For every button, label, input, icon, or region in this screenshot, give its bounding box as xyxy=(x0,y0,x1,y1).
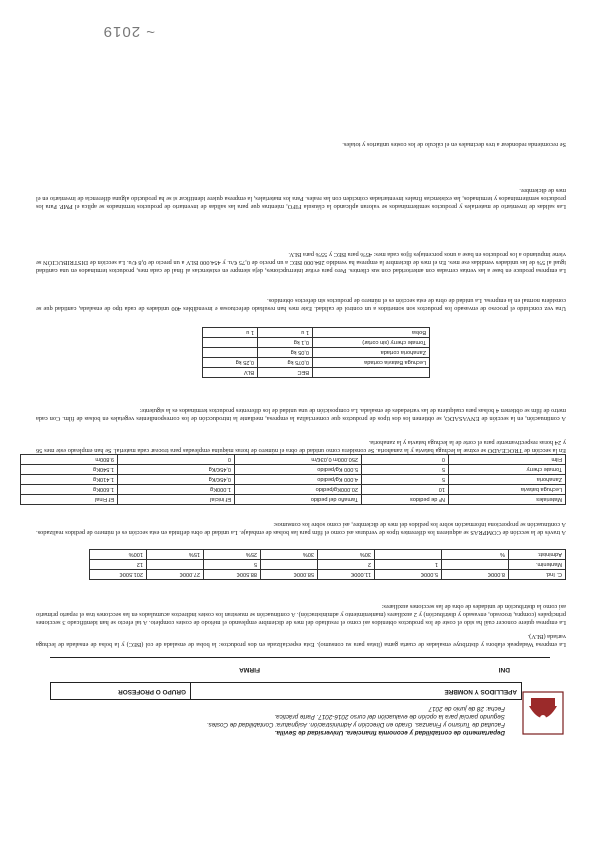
table-row xyxy=(21,475,566,485)
method-paragraph: La empresa quiere conocer cuál ha sido el coste de los productos obtenidos así como el resultado del mes de diciembre empleando el método de costes completo. A tal efecto se han identificado 3 secciones principales (compra, troceado, envasado y distribución) y 2 auxiliares (mantenimiento y administración). A continuación se muestran los costes indirectos acumulados en las secciones tras el reparto primario así como la distribución de unidades de obra de las secciones auxiliares: xyxy=(36,602,566,626)
table-cell: 4.000 Kg/pedido xyxy=(235,475,362,485)
table-header-cell: Materiales xyxy=(449,495,566,505)
sections-cost-row xyxy=(90,570,566,580)
signature-row xyxy=(50,657,550,682)
table-cell: 9.800m xyxy=(21,455,118,465)
table-cell: 15% xyxy=(147,550,204,560)
table-cell: 11.000€ xyxy=(318,570,375,580)
table-header-cell: Ef inicial xyxy=(118,495,235,505)
table-row xyxy=(21,455,566,465)
table-cell: 0,45€/Kg xyxy=(118,475,235,485)
scan-handwritten-mark: ~ 2019 xyxy=(102,23,155,40)
table-cell xyxy=(147,560,204,570)
table-header-cell xyxy=(313,368,430,378)
table-cell: Lechuga batavia xyxy=(449,485,566,495)
group-label: GRUPO O PROFESOR xyxy=(51,683,191,699)
table-cell: 100% xyxy=(90,550,147,560)
faculty-line: Facultad de Turismo y Finanzas. Grado en Dirección y Administración. Asignatura: Contabilidad de Costes. xyxy=(206,721,505,728)
table-cell: 30% xyxy=(318,550,375,560)
table-cell: 0,25 kg xyxy=(203,358,258,368)
table-cell: Bolsa xyxy=(313,328,430,338)
table-cell: 250.000m 0,03€/m xyxy=(235,455,362,465)
table-cell xyxy=(261,560,318,570)
table-cell: 58.000€ xyxy=(261,570,318,580)
table-row xyxy=(203,328,430,338)
table-row xyxy=(21,485,566,495)
table-cell: 5 xyxy=(204,560,261,570)
date-line: Fecha: 28 de junio de 2017 xyxy=(428,705,505,712)
sections-maint-row xyxy=(90,560,566,570)
table-row xyxy=(21,465,566,475)
table-cell: 1.000Kg xyxy=(118,485,235,495)
course-header xyxy=(205,704,505,736)
table-cell: 5.000 Kg/pedido xyxy=(235,465,362,475)
table-cell: 88.500€ xyxy=(204,570,261,580)
table-cell: 1 u xyxy=(203,328,258,338)
table-cell: Tomate cherry (sin cortar) xyxy=(313,338,430,348)
table-cell: 5 xyxy=(362,475,449,485)
inventory-paragraph: Las salidas de inventario de materiales y productos semiterminados se valoran aplicando la cláusula FIFO, mientras que para las salidas de inventario de productos terminados se aplica el PMP. Para los productos semiterminados y terminados, las existencias finales inventariadas coinciden con las reales. Para los materiales, la empresa quiere identificar si se ha producido alguna diferencia de inventario en el mes de diciembre. xyxy=(36,186,566,210)
table-cell: 1 u xyxy=(258,328,313,338)
table-row xyxy=(203,348,430,358)
table-header-cell: Ef Final xyxy=(21,495,118,505)
table-cell: Zanahoria cortada xyxy=(313,348,430,358)
table-cell: Mantenim. xyxy=(509,560,566,570)
table-cell: Tomate cherry xyxy=(449,465,566,475)
table-cell: 1.600Kg xyxy=(21,485,118,495)
table-cell xyxy=(442,560,509,570)
purchasing-paragraph: A través de la sección de COMPRAS se adquieren los diferentes tipos de verduras así como el film para las bolsas de embalaje. La unidad de obra definida en esta sección es el número de pedidos realizados. A continuación se proporciona información sobre los pedidos del mes de diciembre, así como sobre los consumos: xyxy=(36,520,566,536)
table-cell: Zanahoria xyxy=(449,475,566,485)
sales-paragraph: La empresa produce en base a las ventas cerradas con anterioridad con sus clientes. Pero para evitar interrupciones, deja siempre en existencias al final de cada mes, productos terminados en una cantidad igual al 5% de las unidades vendidas ese mes. En el mes de diciembre la empresa ha vendido 284.000 BEC a un precio de 0,75 €/u. y 454.000 BLV a un precio de 0,8 €/u. La sección de DISTRIBUCIÓN se viene imputando a los productos en base a unos porcentajes fijos cada mes: 45% para BEC y 55% para BLV. xyxy=(36,250,566,274)
table-cell: 5.000€ xyxy=(375,570,442,580)
table-cell: 0,05 kg xyxy=(258,348,313,358)
table-cell: C. Ind. xyxy=(509,570,566,580)
table-cell: 5 xyxy=(362,465,449,475)
signature-label: FIRMA xyxy=(239,666,260,673)
student-id-box xyxy=(50,682,522,700)
dni-label: DNI xyxy=(498,666,510,673)
exam-line: Segundo parcial para la opción de evaluación del curso 2016-2017. Parte práctica. xyxy=(274,713,505,720)
rounding-note: Se recomienda redondear a tres decimales en el cálculo de los costes unitarios y totales. xyxy=(342,141,566,148)
table-row xyxy=(203,358,430,368)
table-cell: 2 xyxy=(318,560,375,570)
composition-table xyxy=(202,327,430,378)
table-cell: 0,1 kg xyxy=(258,338,313,348)
table-cell: 8.000€ xyxy=(442,570,509,580)
sections-admin-row xyxy=(90,550,566,560)
packaging-paragraph: A continuación, en la sección de ENVASADO, se obtienen los dos tipos de productos que comercializa la empresa, mediante la introducción de los correspondientes vegetales en bolsas de film. Con cada metro de film se obtienen 4 bolsas para cualquiera de las variedades de ensalada. La composición de una unidad de los diferentes productos terminados es la siguiente: xyxy=(36,406,566,422)
university-logo xyxy=(521,690,565,736)
table-cell: 1 xyxy=(375,560,442,570)
table-cell: 1.410Kg xyxy=(21,475,118,485)
table-cell: 1.540Kg xyxy=(21,465,118,475)
table-header-cell: BEC xyxy=(258,368,313,378)
sections-table xyxy=(89,549,566,580)
table-cell xyxy=(203,348,258,358)
table-cell: 0,45€/Kg xyxy=(118,465,235,475)
table-cell xyxy=(203,338,258,348)
table-header-cell: BLV xyxy=(203,368,258,378)
table-cell: 0 xyxy=(118,455,235,465)
table-cell: 0,075 kg xyxy=(258,358,313,368)
orders-table xyxy=(20,454,566,505)
table-cell: 30% xyxy=(261,550,318,560)
table-cell: 201.500€ xyxy=(90,570,147,580)
table-cell: 0 xyxy=(362,455,449,465)
cutting-paragraph: En la sección de TROCEADO se extrae la lechuga batavia y la zanahoria. Se considera como unidad de obra el número de horas máquina empleadas para trocear cada material. Se han empleado este mes 56 y 24 horas respectivamente para el corte de la lechuga batavia y la zanahoria. xyxy=(36,438,566,454)
table-header-cell: Nº de pedidos xyxy=(362,495,449,505)
table-header-cell: Tamaño del pedido xyxy=(235,495,362,505)
orders-header-row xyxy=(21,495,566,505)
quality-paragraph: Una vez concluido el proceso de envasado los productos son sometidos a un control de calidad. Este mes han resultado defectuosas e invendibles 400 unidades de cada tipo de ensalada, cantidad que se considera normal en la empresa. La unidad de obra de esta sección es el número de productos sin defectos obtenidos. xyxy=(36,296,566,312)
table-cell: 25% xyxy=(204,550,261,560)
table-cell: 20.000Kg/pedido xyxy=(235,485,362,495)
surname-label: APELLIDOS Y NOMBRE xyxy=(444,688,517,695)
intro-paragraph: La empresa Wadapeak elabora y distribuye ensaladas de cuarta gama (listas para su consumo). Esta especializada en dos productos: la bolsa de ensalada de col (BEC) y la bolsa de ensalada de lechuga variada (BLV). xyxy=(36,632,566,648)
composition-header-row xyxy=(203,368,430,378)
table-cell: % xyxy=(442,550,509,560)
table-cell: 10 xyxy=(362,485,449,495)
table-cell xyxy=(375,550,442,560)
department-line: Departamento de contabilidad y economía financiera. Universidad de Sevilla. xyxy=(274,729,505,736)
table-row xyxy=(203,338,430,348)
table-cell: Administr. xyxy=(509,550,566,560)
table-cell: Film xyxy=(449,455,566,465)
table-cell: Lechuga Batavia cortada xyxy=(313,358,430,368)
table-cell: 27.000€ xyxy=(147,570,204,580)
table-cell: 12 xyxy=(90,560,147,570)
